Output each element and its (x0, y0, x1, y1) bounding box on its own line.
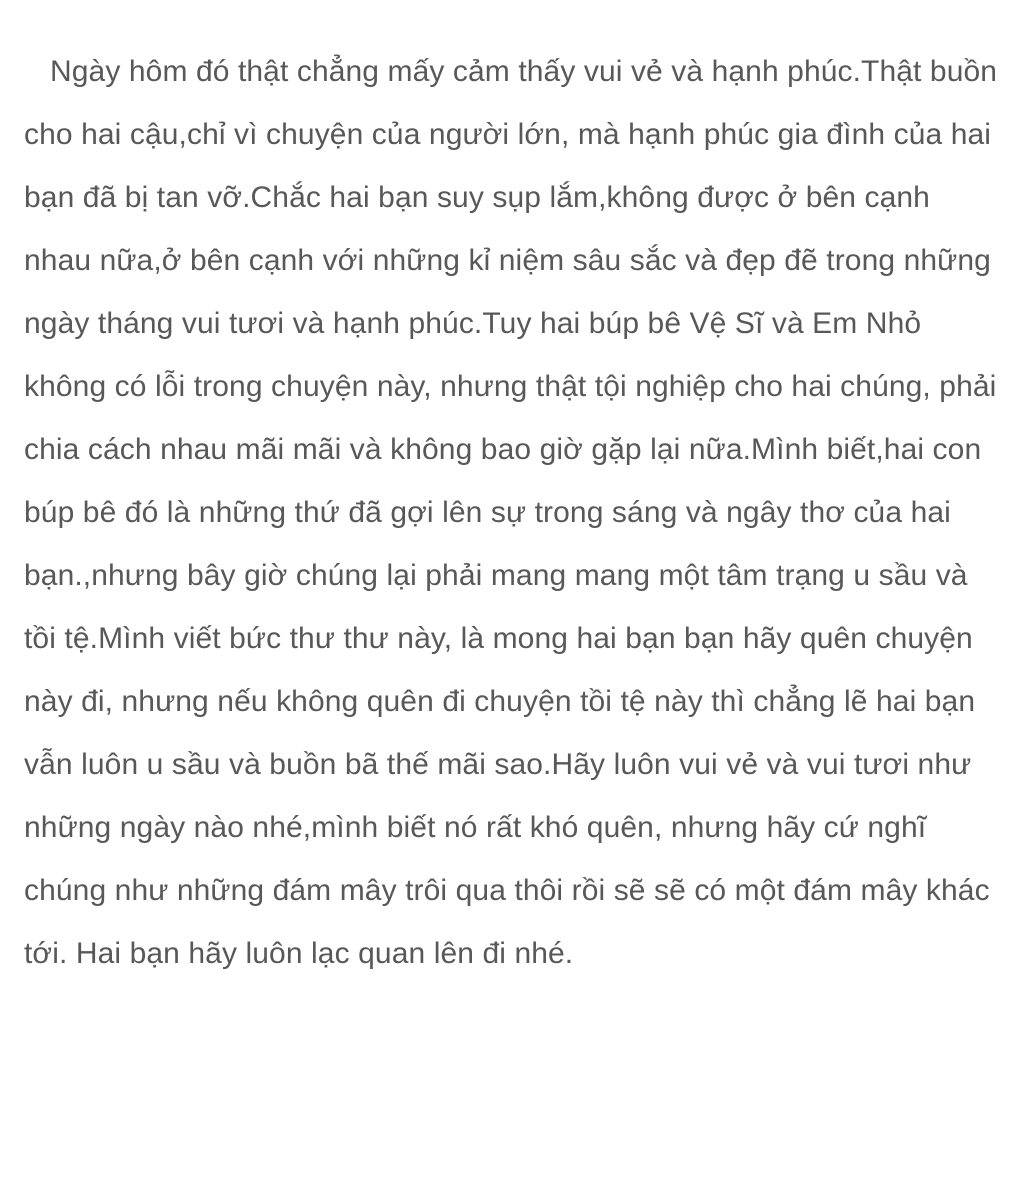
document-paragraph: Ngày hôm đó thật chẳng mấy cảm thấy vui vẻ và hạnh phúc.Thật buồn cho hai cậu,chỉ vì chuyện của người lớn, mà hạnh phúc gia đình của hai bạn đã bị tan vỡ.Chắc hai bạn suy sụp lắm,không được ở bên cạnh nhau nữa,ở bên cạnh với những kỉ niệm sâu sắc và đẹp đẽ trong những ngày tháng vui tươi và hạnh phúc.Tuy hai búp bê Vệ Sĩ và Em Nhỏ không có lỗi trong chuyện này, nhưng thật tội nghiệp cho hai chúng, phải chia cách nhau mãi mãi và không bao giờ gặp lại nữa.Mình biết,hai con búp bê đó là những thứ đã gợi lên sự trong sáng và ngây thơ của hai bạn.,nhưng bây giờ chúng lại phải mang mang một tâm trạng u sầu và tồi tệ.Mình viết bức thư thư này, là mong hai bạn bạn hãy quên chuyện này đi, nhưng nếu không quên đi chuyện tồi tệ này thì chẳng lẽ hai bạn vẫn luôn u sầu và buồn bã thế mãi sao.Hãy luôn vui vẻ và vui tươi như những ngày nào nhé,mình biết nó rất khó quên, nhưng hãy cứ nghĩ chúng như những đám mây trôi qua thôi rồi sẽ sẽ có một đám mây khác tới. Hai bạn hãy luôn lạc quan lên đi nhé. (24, 55, 998, 970)
